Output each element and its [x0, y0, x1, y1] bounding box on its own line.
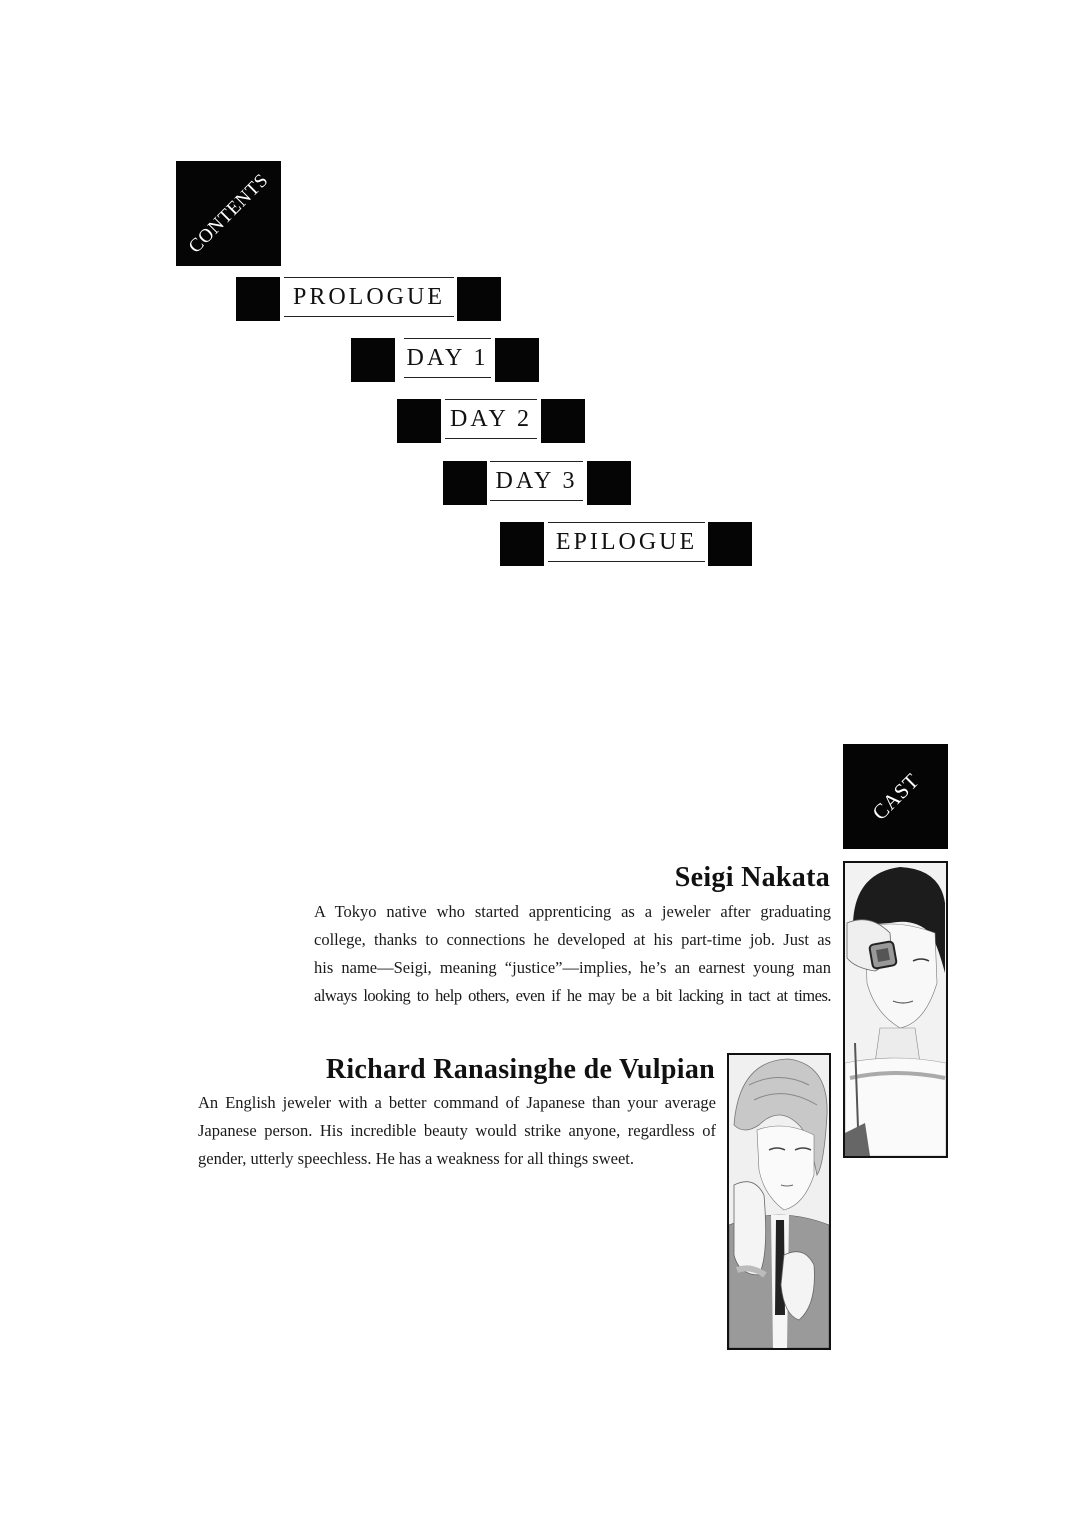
- character-description-richard: [198, 1089, 716, 1173]
- toc-label[interactable]: PROLOGUE: [284, 277, 454, 317]
- toc-item-epilogue[interactable]: [500, 522, 752, 566]
- toc-right-block: [495, 338, 539, 382]
- toc-item-day-2[interactable]: [397, 399, 585, 443]
- character-name-seigi: Seigi Nakata: [674, 862, 830, 893]
- toc-left-block: [236, 277, 280, 321]
- seigi-portrait-illustration: [845, 863, 946, 1156]
- toc-right-block: [457, 277, 501, 321]
- toc-label[interactable]: DAY 3: [490, 461, 583, 501]
- toc-right-block: [708, 522, 752, 566]
- character-description-seigi: [314, 898, 831, 1010]
- toc-label[interactable]: DAY 1: [404, 338, 491, 378]
- toc-left-block: [351, 338, 395, 382]
- toc-left-block: [500, 522, 544, 566]
- toc-item-day-1[interactable]: [351, 338, 539, 382]
- description-line: always looking to help others, even if he may be a bit lacking in tact at times.: [314, 986, 831, 1005]
- richard-portrait-illustration: [729, 1055, 829, 1348]
- contents-heading-box: [176, 161, 281, 266]
- description-line: A Tokyo native who started apprenticing as a jeweler after graduating: [314, 902, 831, 921]
- description-line: gender, utterly speechless. He has a weakness for all things sweet.: [198, 1149, 634, 1168]
- toc-left-block: [443, 461, 487, 505]
- contents-heading: CONTENTS: [184, 169, 273, 258]
- toc-label[interactable]: EPILOGUE: [548, 522, 705, 562]
- seigi-portrait: [843, 861, 948, 1158]
- toc-right-block: [587, 461, 631, 505]
- toc-left-block: [397, 399, 441, 443]
- toc-label[interactable]: DAY 2: [445, 399, 537, 439]
- description-line: Japanese person. His incredible beauty would strike anyone, regardless of: [198, 1121, 716, 1140]
- cast-heading: CAST: [866, 767, 924, 825]
- toc-right-block: [541, 399, 585, 443]
- toc-item-prologue[interactable]: [236, 277, 502, 321]
- description-line: his name—Seigi, meaning “justice”—implies, he’s an earnest young man: [314, 958, 831, 977]
- toc-item-day-3[interactable]: [443, 461, 631, 505]
- character-name-richard: Richard Ranasinghe de Vulpian: [325, 1054, 715, 1085]
- cast-heading-box: [843, 744, 948, 849]
- description-line: An English jeweler with a better command of Japanese than your average: [198, 1093, 716, 1112]
- richard-portrait: [727, 1053, 831, 1350]
- description-line: college, thanks to connections he developed at his part-time job. Just as: [314, 930, 831, 949]
